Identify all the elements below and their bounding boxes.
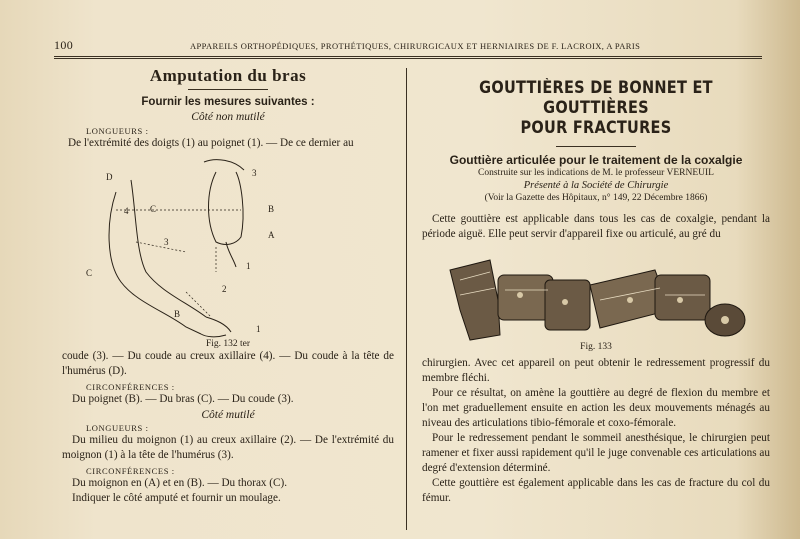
voir-line: (Voir la Gazette des Hôpitaux, n° 149, 22 Décembre 1866)	[484, 193, 708, 203]
right-title-line2: POUR FRACTURES	[520, 118, 672, 137]
left-title: Amputation du bras	[149, 66, 307, 85]
fig-label-1b: 1	[256, 324, 261, 334]
fig-label-c1: C	[150, 204, 157, 214]
construite-line: Construite sur les indications de M. le professeur VERNEUIL	[478, 168, 714, 178]
right-para-3: Pour ce résultat, on amène la gouttière au degré de flexion du membre et l'on met graduellement ensuite en action les deux mouvements ménagés au niveau des articulations tibio-fémorale et coxo-fémorale.	[422, 387, 770, 429]
figure-132-caption: Fig. 132 ter	[205, 339, 251, 349]
arm-illustration	[76, 152, 306, 352]
left-subtitle: Fournir les mesures suivantes :	[141, 96, 315, 108]
splint-illustration	[440, 240, 768, 350]
fig-label-3a: 3	[252, 168, 257, 178]
side-non-mutile: Côté non mutilé	[191, 111, 265, 123]
right-subtitle: Gouttière articulée pour le traitement de la coxalgie	[449, 153, 743, 167]
left-para-2: coude (3). — Du coude au creux axillaire (4). — Du coude à la tête de l'humérus (D).	[62, 350, 394, 377]
header-rule	[54, 56, 762, 57]
column-separator	[406, 68, 407, 530]
fig-label-c2: C	[86, 268, 93, 278]
running-title: APPAREILS ORTHOPÉDIQUES, PROTHÉTIQUES, CHIRURGICAUX ET HERNIAIRES DE F. LACROIX, A PARIS	[190, 41, 641, 51]
right-para-5: Cette gouttière est également applicable dans les cas de fracture du col du fémur.	[422, 477, 770, 504]
header-rule-2	[54, 58, 762, 59]
right-para-1: Cette gouttière est applicable dans tous les cas de coxalgie, pendant la période aiguë. Elle peut servir d'appareil fixe ou articulé, au gré du	[422, 213, 770, 240]
fig-label-a: A	[268, 230, 275, 240]
left-para-3: Du poignet (B). — Du bras (C). — Du coude (3).	[72, 393, 294, 405]
fig-label-3b: 3	[164, 237, 169, 247]
right-para-4: Pour le redressement pendant le sommeil anesthésique, le chirurgien peut ramener et fixer aussi rapidement qu'il le juge convenable ces articulations au degré d'extension déterminé.	[422, 432, 770, 474]
left-para-1: De l'extrémité des doigts (1) au poignet (1). — De ce dernier au	[68, 137, 354, 149]
fig-label-b1: B	[268, 204, 275, 214]
page-header	[54, 40, 784, 54]
left-para-5: Du moignon en (A) et en (B). — Du thorax (C).	[72, 477, 288, 489]
longueurs-heading-2: LONGUEURS :	[86, 423, 149, 433]
right-title-rule	[556, 146, 636, 147]
right-title-line1: GOUTTIÈRES DE BONNET ET GOUTTIÈRES	[479, 78, 713, 117]
fig-label-1a: 1	[246, 261, 251, 271]
circonferences-heading-1: CIRCONFÉRENCES :	[86, 382, 175, 392]
left-para-6: Indiquer le côté amputé et fournir un moulage.	[72, 492, 281, 504]
fig-label-d: D	[106, 172, 113, 182]
fig-label-2: 2	[222, 284, 227, 294]
fig-label-b2: B	[174, 309, 181, 319]
figure-133-caption: Fig. 133	[580, 342, 612, 352]
longueurs-heading-1: LONGUEURS :	[86, 126, 149, 136]
left-para-4: Du milieu du moignon (1) au creux axillaire (2). — De l'extrémité du moignon (1) à la tête de l'humérus (3).	[62, 434, 394, 461]
circonferences-heading-2: CIRCONFÉRENCES :	[86, 466, 175, 476]
page-number: 100	[54, 38, 74, 52]
right-para-2: chirurgien. Avec cet appareil on peut obtenir le redressement progressif du membre fléchi.	[422, 357, 770, 384]
title-rule	[188, 89, 268, 90]
fig-label-4: 4	[124, 206, 129, 216]
presente-line: Présenté à la Société de Chirurgie	[523, 180, 669, 191]
side-mutile: Côté mutilé	[201, 409, 255, 421]
